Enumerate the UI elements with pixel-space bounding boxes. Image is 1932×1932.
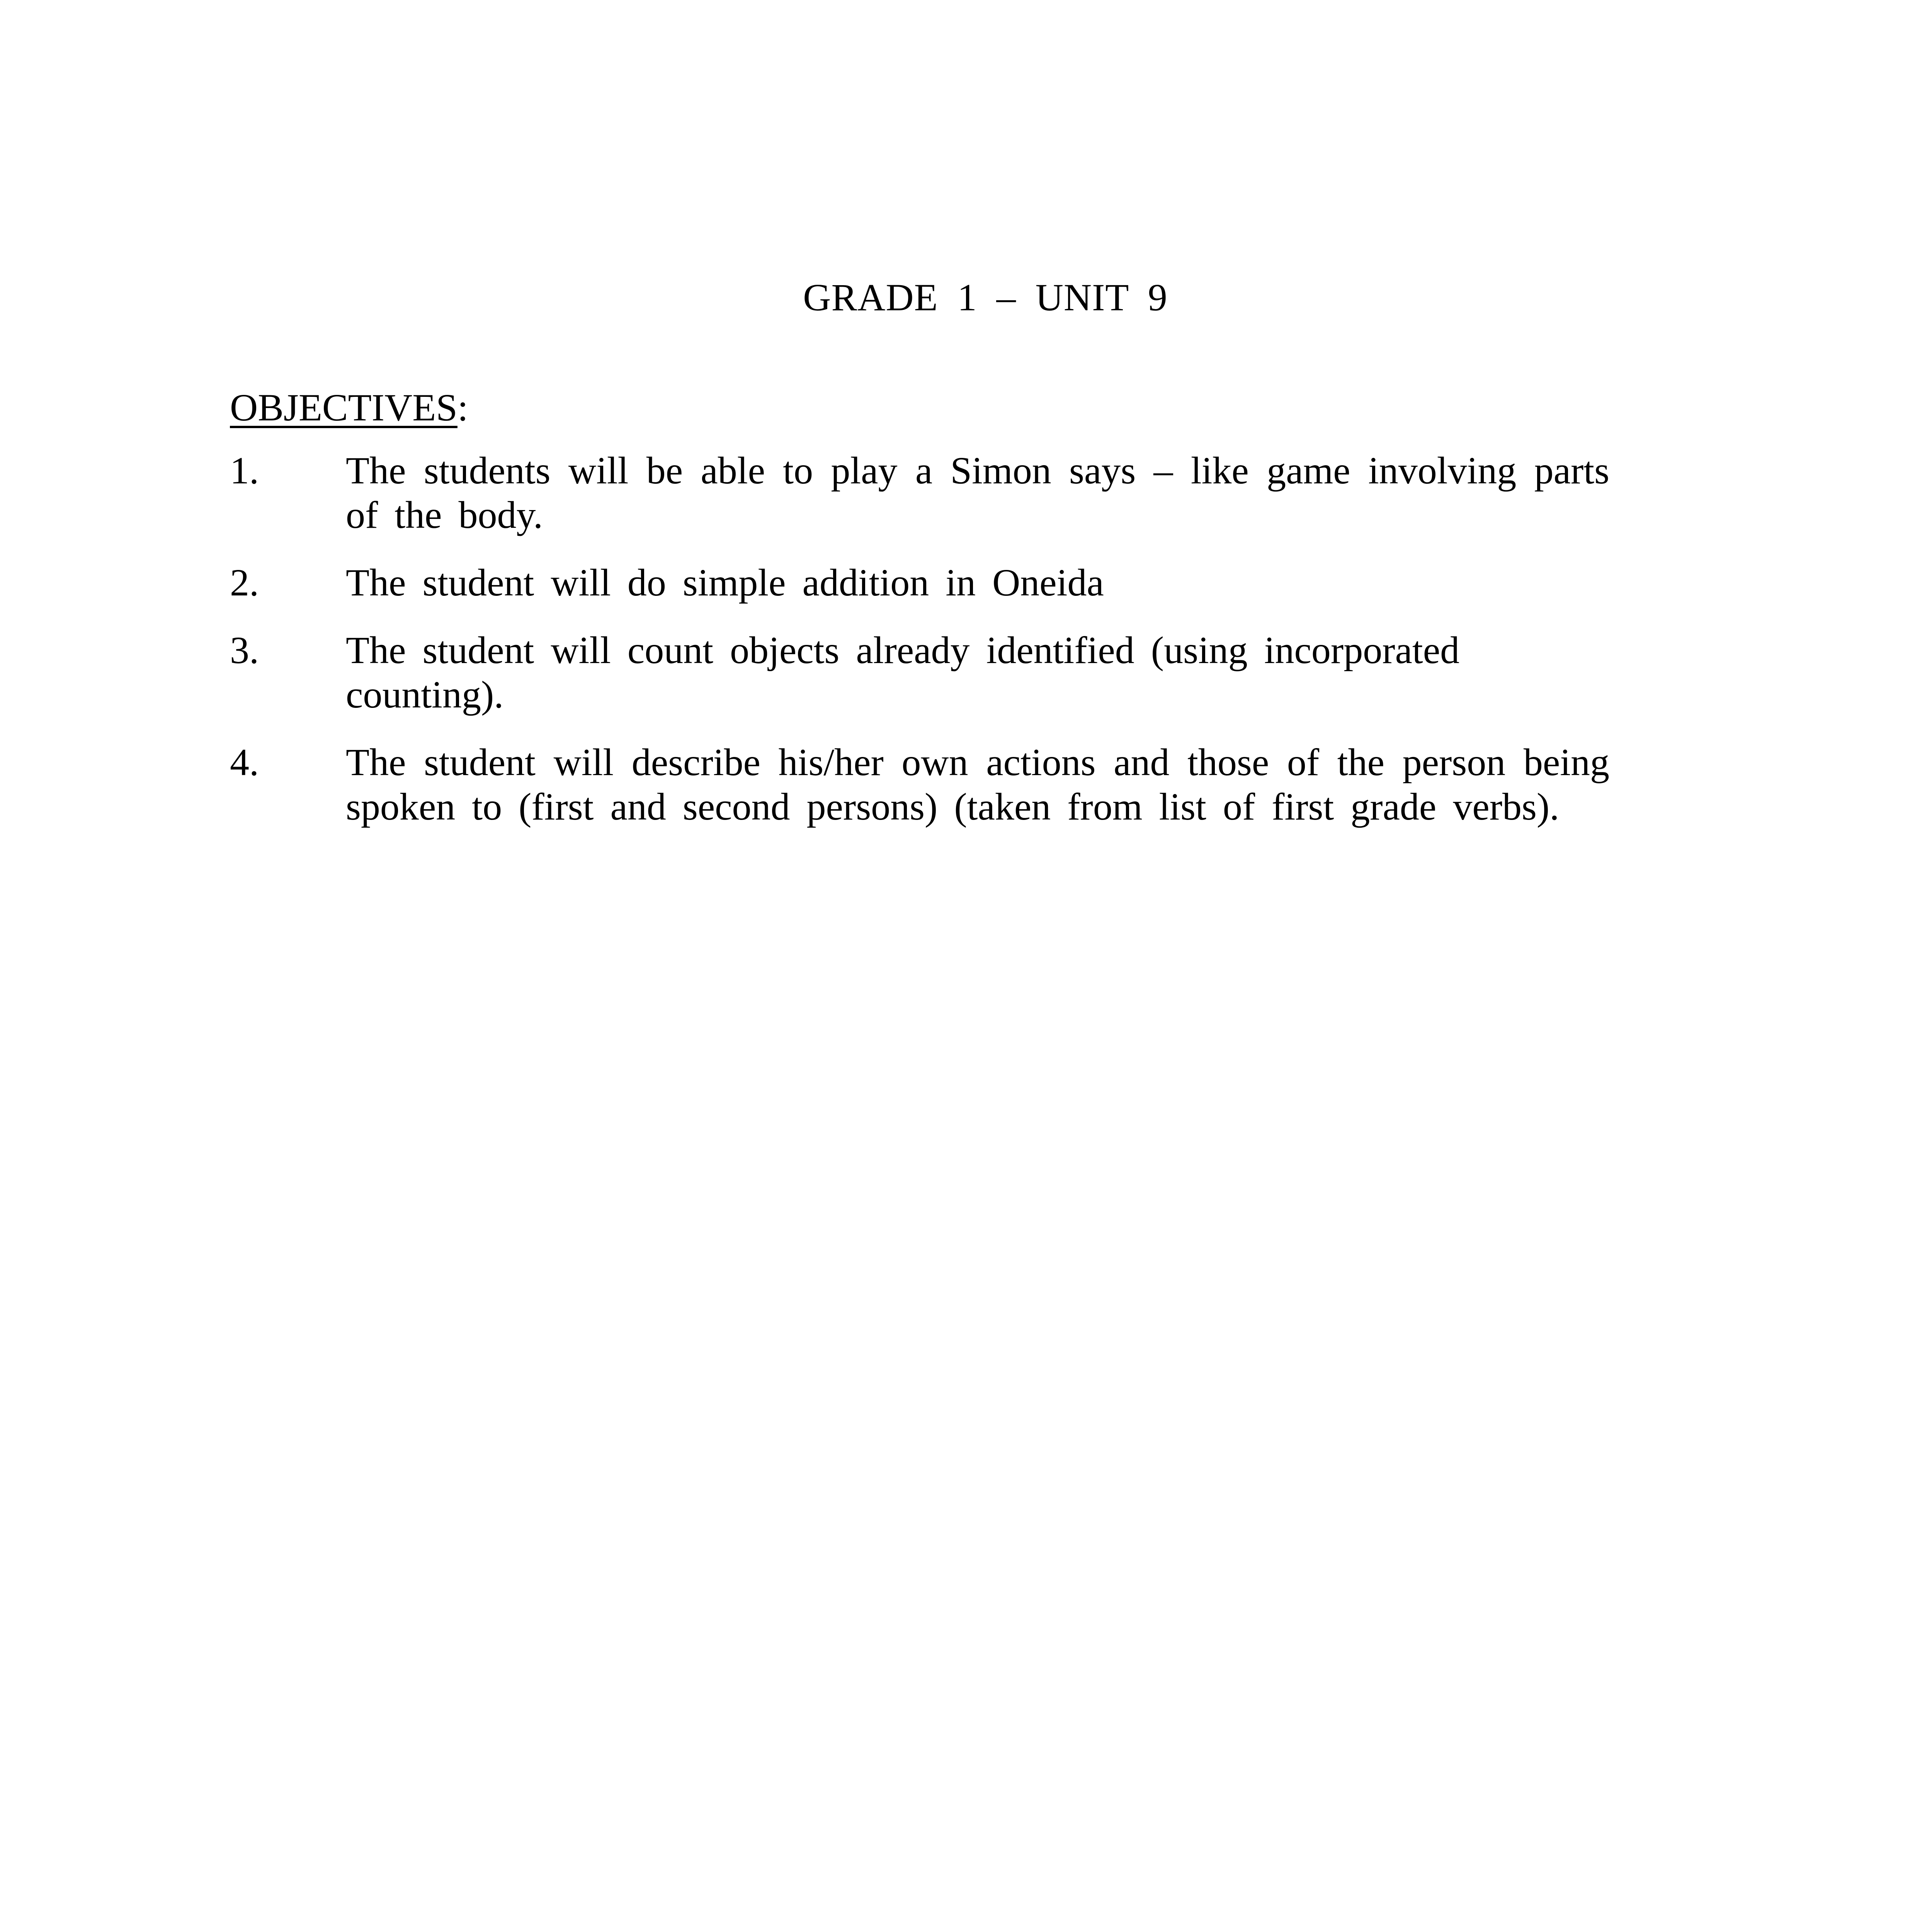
objective-text: The student will describe his/her own actions and those of the person being spoken to (first and second persons) (taken from list of first grade verbs). [346, 741, 1609, 828]
objectives-list [230, 448, 1609, 852]
objective-text: The student will do simple addition in Oneida [346, 561, 1104, 604]
objective-item-2 [230, 560, 1609, 605]
objectives-heading-colon: : [457, 386, 468, 429]
objectives-heading-label: OBJECTIVES [230, 386, 457, 429]
objective-item-3 [230, 628, 1609, 717]
objective-item-1 [230, 448, 1609, 537]
objectives-heading [230, 384, 468, 431]
objective-text: The student will count objects already identified (using incorporated counting). [346, 629, 1460, 716]
page-title: GRADE 1 – UNIT 9 [803, 276, 1168, 319]
objective-text: The students will be able to play a Simon says – like game involving parts of the body. [346, 449, 1609, 536]
objective-number: 2. [230, 561, 259, 604]
objective-number: 4. [230, 741, 259, 784]
objective-number: 1. [230, 449, 259, 492]
objective-number: 3. [230, 629, 259, 672]
objective-item-4 [230, 740, 1609, 829]
